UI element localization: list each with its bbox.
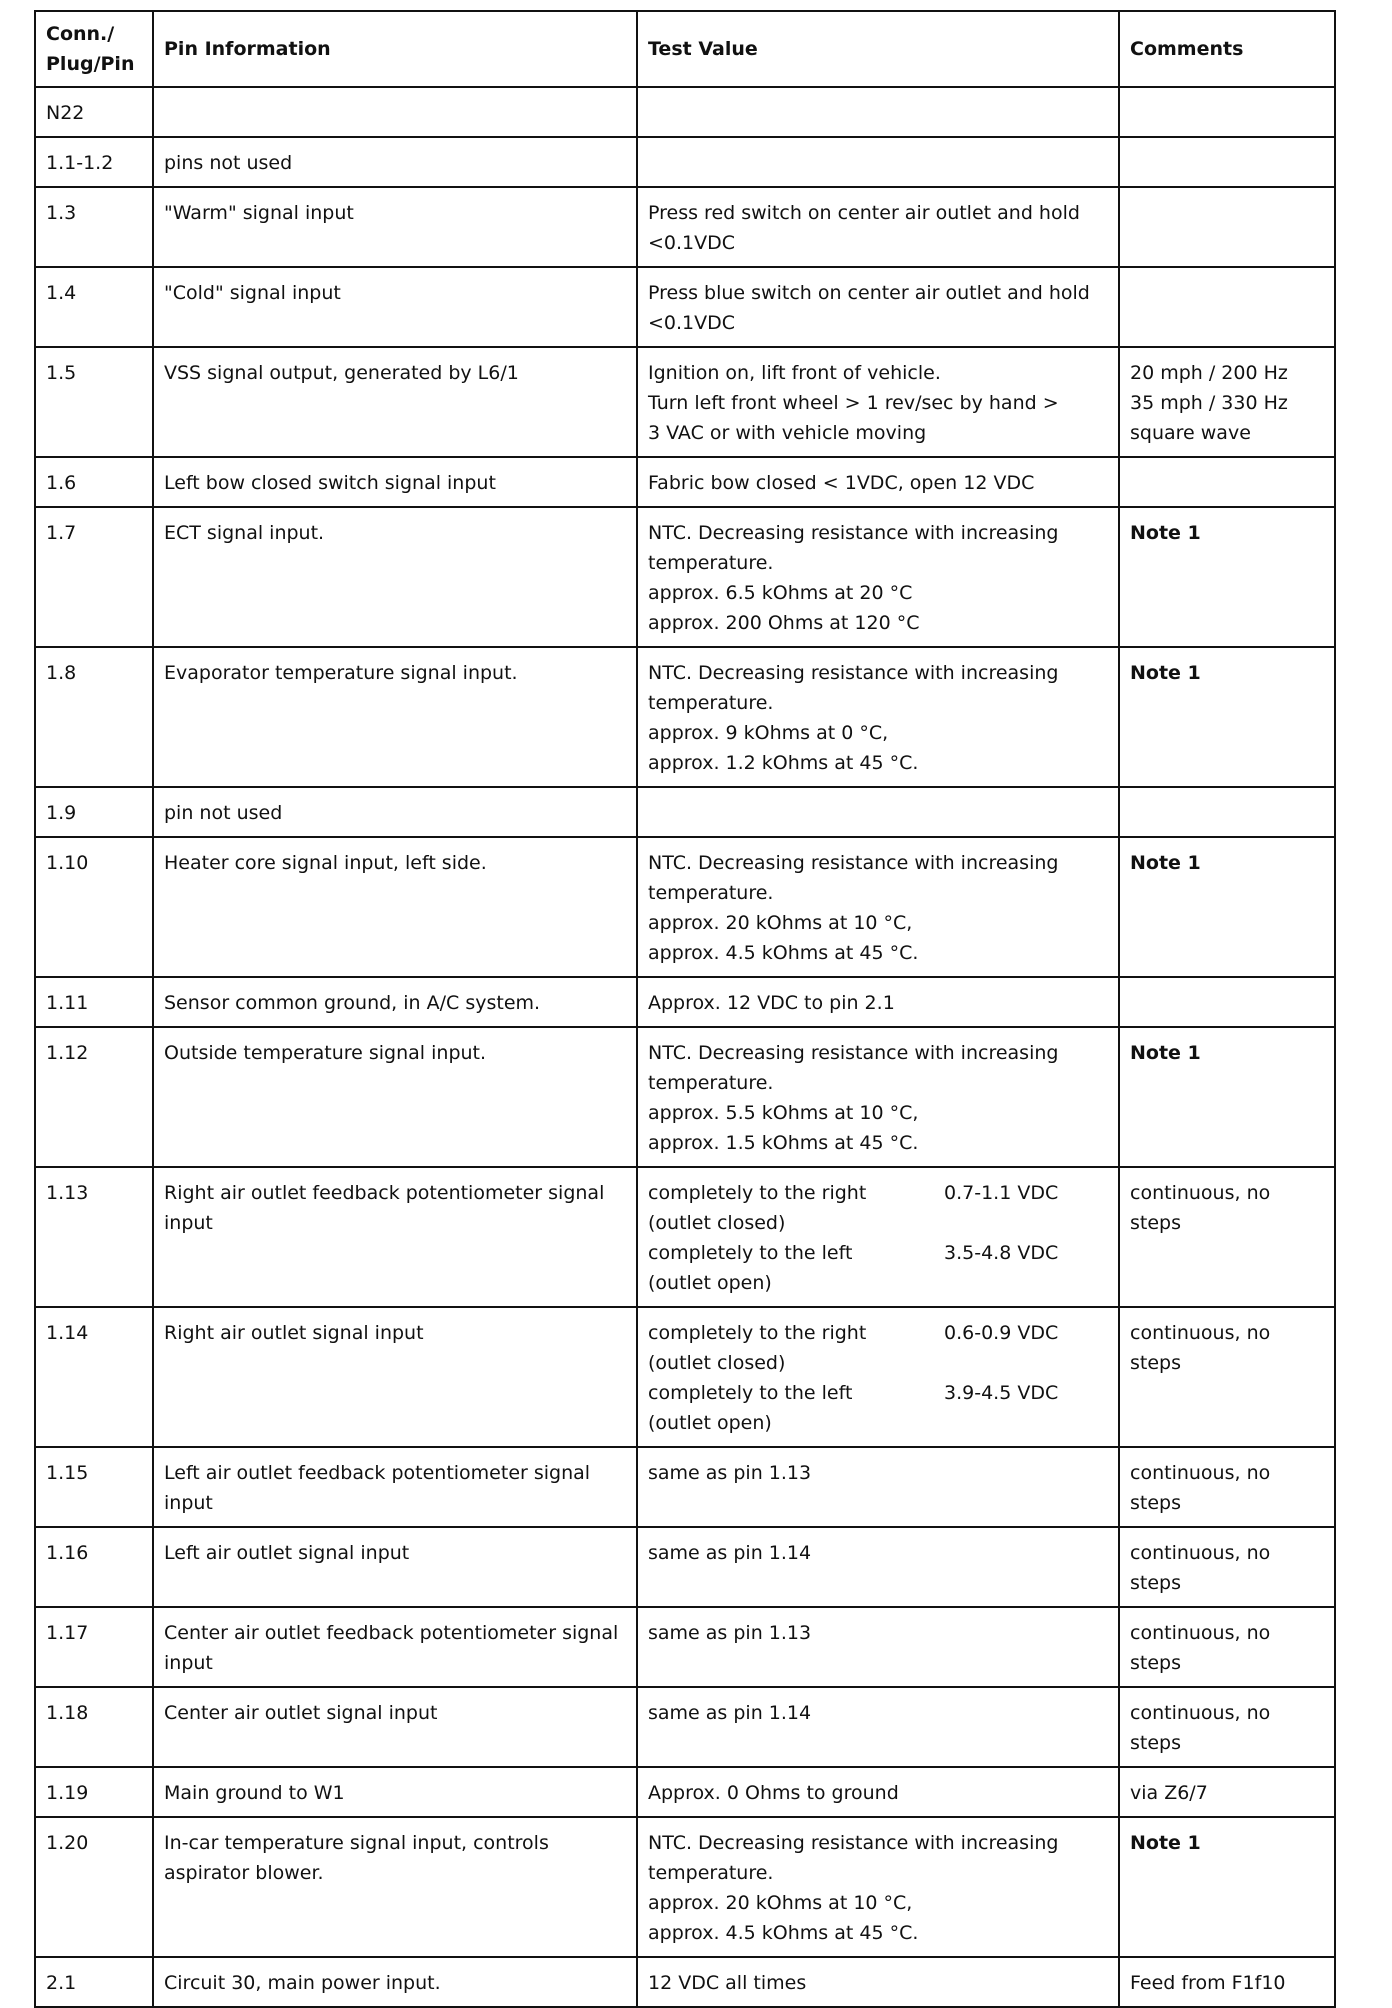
comment-line: continuous, no — [1130, 1322, 1271, 1344]
table-row — [35, 1957, 1335, 2007]
test-value-line: Approx. 0 Ohms to ground — [648, 1782, 899, 1804]
cell-test-value — [637, 87, 1119, 137]
cell-pin-information: Right air outlet signal input — [153, 1307, 637, 1447]
test-condition: (outlet closed) — [648, 1352, 786, 1374]
cell-pin: 1.20 — [35, 1817, 153, 1957]
test-value-line: Ignition on, lift front of vehicle. — [648, 362, 941, 384]
table-body — [35, 87, 1335, 2007]
test-voltage — [944, 1268, 1108, 1298]
test-value-line: temperature. — [648, 1072, 774, 1094]
test-value-line: Turn left front wheel > 1 rev/sec by hand > — [648, 392, 1059, 414]
cell-pin: 1.3 — [35, 187, 153, 267]
test-value-line — [648, 1268, 1108, 1298]
cell-comments — [1119, 1607, 1335, 1687]
cell-pin: 1.8 — [35, 647, 153, 787]
cell-test-value — [637, 187, 1119, 267]
test-value-line: approx. 9 kOhms at 0 °C, — [648, 722, 889, 744]
cell-pin-information: "Cold" signal input — [153, 267, 637, 347]
cell-pin-information: Outside temperature signal input. — [153, 1027, 637, 1167]
cell-pin: 1.17 — [35, 1607, 153, 1687]
cell-test-value — [637, 1607, 1119, 1687]
test-value-line: NTC. Decreasing resistance with increasing — [648, 522, 1059, 544]
test-value-line: approx. 20 kOhms at 10 °C, — [648, 912, 913, 934]
cell-pin: 1.9 — [35, 787, 153, 837]
cell-comments — [1119, 1027, 1335, 1167]
comment-line: Note 1 — [1130, 1042, 1201, 1064]
cell-comments — [1119, 1767, 1335, 1817]
test-voltage: 3.5-4.8 VDC — [944, 1242, 1059, 1264]
comment-line: steps — [1130, 1352, 1181, 1374]
table-row — [35, 647, 1335, 787]
cell-test-value — [637, 137, 1119, 187]
test-value-line — [648, 1408, 1108, 1438]
table-row — [35, 137, 1335, 187]
test-value-line: 3 VAC or with vehicle moving — [648, 422, 927, 444]
comment-line: continuous, no — [1130, 1542, 1271, 1564]
header-comments: Comments — [1119, 11, 1335, 87]
comment-line: steps — [1130, 1652, 1181, 1674]
cell-comments — [1119, 647, 1335, 787]
table-row — [35, 977, 1335, 1027]
comment-line: steps — [1130, 1732, 1181, 1754]
cell-pin: 1.13 — [35, 1167, 153, 1307]
header-pin-line-2: Plug/Pin — [46, 53, 135, 75]
cell-pin-information: Heater core signal input, left side. — [153, 837, 637, 977]
test-condition: (outlet closed) — [648, 1212, 786, 1234]
table-row — [35, 787, 1335, 837]
test-value-line — [648, 1238, 1108, 1268]
test-voltage: 3.9-4.5 VDC — [944, 1382, 1059, 1404]
test-value-line: NTC. Decreasing resistance with increasing — [648, 662, 1059, 684]
cell-pin: 1.15 — [35, 1447, 153, 1527]
cell-pin-information: Center air outlet signal input — [153, 1687, 637, 1767]
test-condition: completely to the left — [648, 1382, 853, 1404]
table-row — [35, 457, 1335, 507]
cell-comments — [1119, 457, 1335, 507]
cell-comments — [1119, 347, 1335, 457]
test-value-line: approx. 4.5 kOhms at 45 °C. — [648, 942, 919, 964]
table-row — [35, 347, 1335, 457]
cell-pin-information: Left air outlet feedback potentiometer signal input — [153, 1447, 637, 1527]
cell-comments — [1119, 267, 1335, 347]
cell-pin-information: pins not used — [153, 137, 637, 187]
test-voltage — [944, 1348, 1108, 1378]
cell-pin: 2.1 — [35, 1957, 153, 2007]
test-value-line: NTC. Decreasing resistance with increasing — [648, 1832, 1059, 1854]
test-value-line — [648, 1378, 1108, 1408]
test-value-line: <0.1VDC — [648, 232, 736, 254]
cell-comments — [1119, 87, 1335, 137]
test-value-line: temperature. — [648, 882, 774, 904]
cell-test-value — [637, 1167, 1119, 1307]
table-row — [35, 837, 1335, 977]
comment-line: Note 1 — [1130, 852, 1201, 874]
table-row — [35, 1447, 1335, 1527]
cell-pin: 1.16 — [35, 1527, 153, 1607]
test-value-line: temperature. — [648, 1862, 774, 1884]
cell-pin: 1.6 — [35, 457, 153, 507]
cell-test-value — [637, 507, 1119, 647]
comment-line: continuous, no — [1130, 1702, 1271, 1724]
cell-test-value — [637, 1027, 1119, 1167]
table-row — [35, 507, 1335, 647]
header-pin-line-1: Conn./ — [46, 23, 115, 45]
cell-test-value — [637, 647, 1119, 787]
comment-line: steps — [1130, 1212, 1181, 1234]
test-value-line: same as pin 1.14 — [648, 1542, 812, 1564]
cell-pin: 1.14 — [35, 1307, 153, 1447]
cell-pin-information: Evaporator temperature signal input. — [153, 647, 637, 787]
cell-test-value — [637, 837, 1119, 977]
table-row — [35, 187, 1335, 267]
cell-pin-information: In-car temperature signal input, controls aspirator blower. — [153, 1817, 637, 1957]
comment-line: square wave — [1130, 422, 1251, 444]
cell-comments — [1119, 1527, 1335, 1607]
cell-pin-information: Left bow closed switch signal input — [153, 457, 637, 507]
comment-line: 20 mph / 200 Hz — [1130, 362, 1288, 384]
table-row — [35, 1167, 1335, 1307]
cell-test-value — [637, 977, 1119, 1027]
table-row — [35, 1307, 1335, 1447]
cell-pin-information: Circuit 30, main power input. — [153, 1957, 637, 2007]
test-condition: completely to the left — [648, 1242, 853, 1264]
test-value-line: approx. 20 kOhms at 10 °C, — [648, 1892, 913, 1914]
test-value-line: approx. 4.5 kOhms at 45 °C. — [648, 1922, 919, 1944]
test-value-line: Approx. 12 VDC to pin 2.1 — [648, 992, 895, 1014]
comment-line: via Z6/7 — [1130, 1782, 1208, 1804]
table-row — [35, 1687, 1335, 1767]
cell-test-value — [637, 1447, 1119, 1527]
cell-test-value — [637, 1957, 1119, 2007]
cell-pin-information: Right air outlet feedback potentiometer signal input — [153, 1167, 637, 1307]
cell-pin-information: Sensor common ground, in A/C system. — [153, 977, 637, 1027]
header-row — [35, 11, 1335, 87]
test-value-line: NTC. Decreasing resistance with increasing — [648, 1042, 1059, 1064]
cell-pin: 1.7 — [35, 507, 153, 647]
test-value-line — [648, 1318, 1108, 1348]
test-value-line — [648, 1178, 1108, 1208]
cell-comments — [1119, 837, 1335, 977]
table-row — [35, 267, 1335, 347]
test-value-line: approx. 1.2 kOhms at 45 °C. — [648, 752, 919, 774]
cell-test-value — [637, 787, 1119, 837]
cell-pin: 1.12 — [35, 1027, 153, 1167]
cell-comments — [1119, 507, 1335, 647]
cell-pin: 1.18 — [35, 1687, 153, 1767]
table-row — [35, 87, 1335, 137]
cell-test-value — [637, 1817, 1119, 1957]
cell-test-value — [637, 347, 1119, 457]
cell-pin: N22 — [35, 87, 153, 137]
cell-pin-information: "Warm" signal input — [153, 187, 637, 267]
cell-pin: 1.11 — [35, 977, 153, 1027]
cell-comments — [1119, 1447, 1335, 1527]
cell-pin-information: Left air outlet signal input — [153, 1527, 637, 1607]
test-value-line: temperature. — [648, 692, 774, 714]
cell-pin-information: Main ground to W1 — [153, 1767, 637, 1817]
table-row — [35, 1027, 1335, 1167]
header-test: Test Value — [637, 11, 1119, 87]
header-info: Pin Information — [153, 11, 637, 87]
cell-pin-information: ECT signal input. — [153, 507, 637, 647]
test-value-line: Press blue switch on center air outlet and hold — [648, 282, 1090, 304]
comment-line: 35 mph / 330 Hz — [1130, 392, 1288, 414]
cell-pin: 1.10 — [35, 837, 153, 977]
test-value-line: 12 VDC all times — [648, 1972, 807, 1994]
cell-pin: 1.1-1.2 — [35, 137, 153, 187]
table-row — [35, 1817, 1335, 1957]
test-value-line: temperature. — [648, 552, 774, 574]
cell-pin: 1.5 — [35, 347, 153, 457]
cell-comments — [1119, 187, 1335, 267]
test-value-line: approx. 5.5 kOhms at 10 °C, — [648, 1102, 919, 1124]
cell-comments — [1119, 137, 1335, 187]
comment-line: continuous, no — [1130, 1622, 1271, 1644]
pin-table — [34, 10, 1336, 2008]
test-condition: (outlet open) — [648, 1412, 772, 1434]
comment-line: Note 1 — [1130, 662, 1201, 684]
cell-pin: 1.19 — [35, 1767, 153, 1817]
cell-comments — [1119, 787, 1335, 837]
test-condition: (outlet open) — [648, 1272, 772, 1294]
table-row — [35, 1527, 1335, 1607]
cell-test-value — [637, 457, 1119, 507]
cell-comments — [1119, 1307, 1335, 1447]
test-value-line: <0.1VDC — [648, 312, 736, 334]
cell-test-value — [637, 1687, 1119, 1767]
test-condition: completely to the right — [648, 1182, 867, 1204]
comment-line: steps — [1130, 1572, 1181, 1594]
cell-comments — [1119, 1957, 1335, 2007]
cell-comments — [1119, 1167, 1335, 1307]
table-row — [35, 1767, 1335, 1817]
comment-line: Note 1 — [1130, 1832, 1201, 1854]
test-voltage: 0.7-1.1 VDC — [944, 1182, 1059, 1204]
cell-test-value — [637, 1767, 1119, 1817]
test-condition: completely to the right — [648, 1322, 867, 1344]
test-value-line: approx. 6.5 kOhms at 20 °C — [648, 582, 913, 604]
test-value-line: NTC. Decreasing resistance with increasing — [648, 852, 1059, 874]
header-pin — [35, 11, 153, 87]
test-value-line — [648, 1208, 1108, 1238]
test-voltage — [944, 1408, 1108, 1438]
test-value-line: same as pin 1.13 — [648, 1622, 812, 1644]
cell-pin: 1.4 — [35, 267, 153, 347]
comment-line: Feed from F1f10 — [1130, 1972, 1286, 1994]
comment-line: continuous, no — [1130, 1462, 1271, 1484]
cell-comments — [1119, 977, 1335, 1027]
cell-comments — [1119, 1817, 1335, 1957]
comment-line: Note 1 — [1130, 522, 1201, 544]
test-value-line: same as pin 1.14 — [648, 1702, 812, 1724]
comment-line: continuous, no — [1130, 1182, 1271, 1204]
table-row — [35, 1607, 1335, 1687]
cell-test-value — [637, 1307, 1119, 1447]
cell-test-value — [637, 267, 1119, 347]
test-value-line: approx. 200 Ohms at 120 °C — [648, 612, 920, 634]
cell-comments — [1119, 1687, 1335, 1767]
comment-line: steps — [1130, 1492, 1181, 1514]
test-value-line — [648, 1348, 1108, 1378]
cell-pin-information: Center air outlet feedback potentiometer signal input — [153, 1607, 637, 1687]
test-value-line: Press red switch on center air outlet and hold — [648, 202, 1080, 224]
test-value-line: Fabric bow closed < 1VDC, open 12 VDC — [648, 472, 1035, 494]
cell-test-value — [637, 1527, 1119, 1607]
cell-pin-information: VSS signal output, generated by L6/1 — [153, 347, 637, 457]
test-voltage — [944, 1208, 1108, 1238]
cell-pin-information: pin not used — [153, 787, 637, 837]
test-value-line: same as pin 1.13 — [648, 1462, 812, 1484]
test-voltage: 0.6-0.9 VDC — [944, 1322, 1059, 1344]
cell-pin-information — [153, 87, 637, 137]
test-value-line: approx. 1.5 kOhms at 45 °C. — [648, 1132, 919, 1154]
